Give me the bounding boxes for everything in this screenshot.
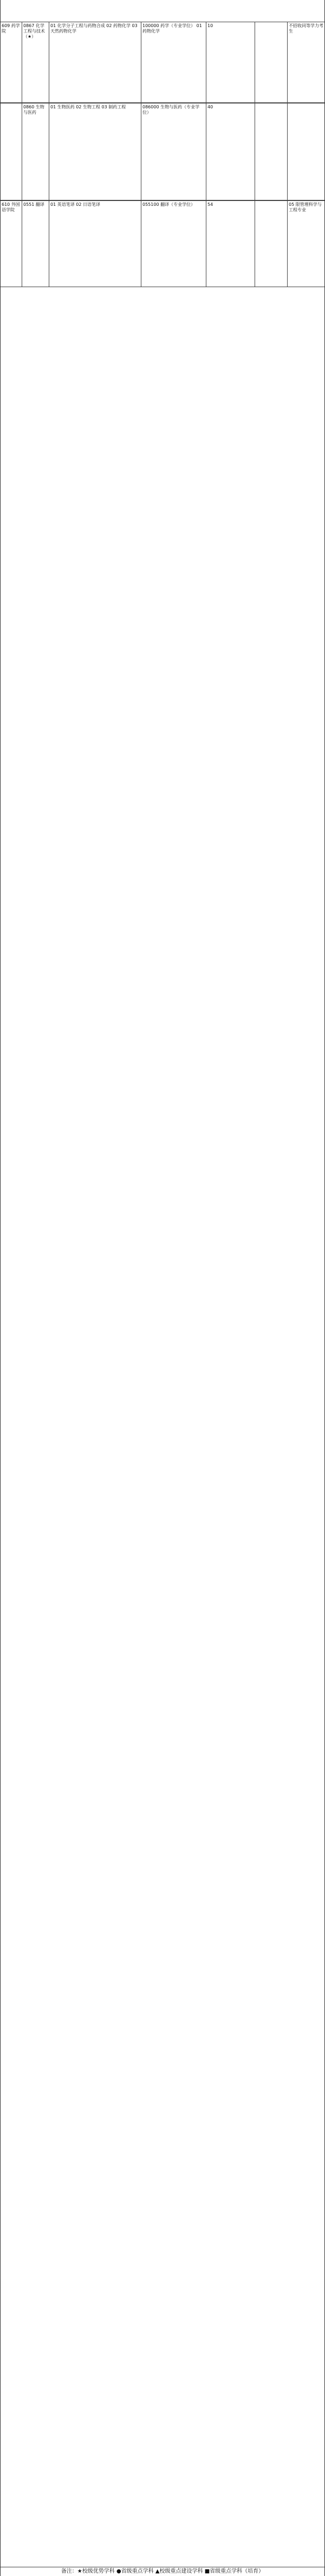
college-cell	[1, 103, 22, 200]
remark2-cell	[288, 103, 325, 200]
exam-cell: 100000 药学（专业学位） 01 药物化学	[141, 22, 206, 102]
college-cell: 609 药学院	[1, 22, 22, 102]
remark1-cell	[255, 22, 288, 102]
quota-cell: 40	[206, 103, 255, 200]
major-cell: 0867 化学工程与技术（★）	[22, 22, 49, 102]
remark1-cell	[255, 103, 288, 200]
college-cell: 610 外国语学院	[1, 201, 22, 287]
major-cell: 0860 生物与医药	[22, 103, 49, 200]
quota-cell: 10	[206, 22, 255, 102]
footer-note: 备注：★校级优势学科 ●省级重点学科 ▲校级重点建设学科 ■省级重点学科（培育）	[1, 2567, 324, 2576]
major-cell: 0551 翻译	[22, 201, 49, 287]
quota-cell: 54	[206, 201, 255, 287]
directions-cell: 01 英语笔译 02 日语笔译	[49, 201, 141, 287]
remark1-cell	[255, 201, 288, 287]
remark2-cell: 05 限管理科学与工程专业	[289, 202, 322, 212]
table-row	[1, 103, 325, 200]
table-row	[1, 200, 325, 287]
table-row	[1, 22, 325, 103]
exam-cell: 086000 生物与医药（专业学位）	[141, 103, 206, 200]
remark2-cell: 不招收同等学力考生	[289, 23, 323, 34]
exam-cell: 055100 翻译（专业学位）	[141, 201, 206, 287]
directions-cell: 01 生物医药 02 生物工程 03 制药工程	[49, 103, 141, 200]
directions-cell: 01 化学分子工程与药物合成 02 药物化学 03 天然药物化学	[49, 22, 141, 102]
